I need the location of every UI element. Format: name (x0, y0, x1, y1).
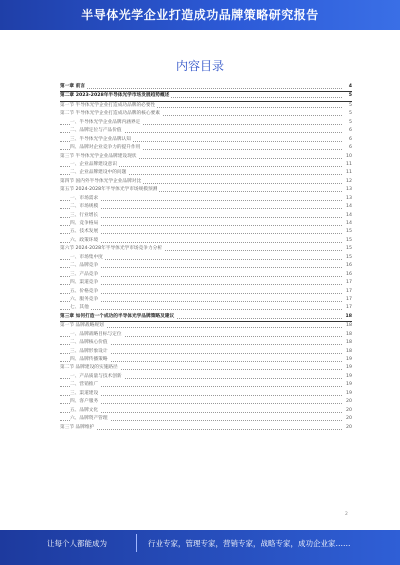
toc-entry-text: 二、营销推广 (70, 381, 100, 389)
toc-leader-dots (60, 217, 344, 218)
toc-entry-text: 一、品牌战略目标与定位 (70, 331, 124, 339)
toc-entry[interactable] (60, 271, 352, 279)
toc-entry-text: 第四节 国内外半导体光学企业品牌对比 (60, 178, 143, 186)
toc-entry-text: 第五节 2024-2028年半导体光学市场规模预测 (60, 186, 159, 194)
toc-entry[interactable] (60, 195, 352, 203)
toc-entry[interactable] (60, 110, 352, 118)
toc-entry[interactable] (60, 127, 352, 135)
toc-entry-page: 15 (343, 245, 352, 253)
toc-title: 内容目录 (175, 59, 224, 73)
toc-entry[interactable] (60, 415, 352, 423)
toc-entry-text: 第三章 如何打造一个成功的半导体光学品牌策略及建议 (60, 313, 176, 321)
toc-entry-page: 15 (343, 228, 352, 236)
toc-entry-text: 二、品牌竞争 (70, 262, 100, 270)
toc-entry-page: 14 (343, 220, 352, 228)
toc-entry-page: 17 (343, 279, 352, 287)
toc-leader-dots (60, 267, 344, 268)
toc-leader-dots (60, 233, 344, 234)
toc-leader-dots (60, 309, 344, 310)
toc-leader-dots (60, 429, 344, 430)
toc-entry[interactable] (60, 348, 352, 356)
toc-entry-text: 三、行业增长 (70, 212, 100, 220)
toc-entry-page: 20 (343, 398, 352, 406)
toc-leader-dots (60, 412, 344, 413)
toc-entry[interactable] (60, 169, 352, 177)
toc-entry[interactable] (60, 313, 352, 322)
toc-leader-dots (60, 395, 344, 396)
toc-entry-text: 六、服务竞争 (70, 296, 100, 304)
toc-entry[interactable] (60, 161, 352, 169)
toc-entry-page: 18 (343, 339, 352, 347)
toc-entry-text: 一、企业品牌建设意识 (70, 161, 119, 169)
toc-entry-page: 15 (343, 237, 352, 245)
toc-entry-page: 18 (343, 348, 352, 356)
toc-entry-text: 三、品牌形象设计 (70, 348, 110, 356)
toc-entry[interactable] (60, 262, 352, 270)
toc-leader-dots (60, 208, 344, 209)
toc-entry[interactable] (60, 144, 352, 152)
toc-entry[interactable] (60, 178, 352, 186)
toc-entry-text: 第三节 品牌维护 (60, 424, 96, 432)
page-number: 2 (345, 512, 348, 517)
toc-leader-dots (60, 276, 344, 277)
toc-entry-page: 19 (343, 373, 352, 381)
toc-entry-page: 17 (343, 288, 352, 296)
toc-entry-page: 16 (343, 262, 352, 270)
report-title: 半导体光学企业打造成功品牌策略研究报告 (81, 8, 319, 22)
toc-entry[interactable] (60, 279, 352, 287)
toc-entry-page: 6 (343, 144, 352, 152)
toc-entry-page: 19 (343, 356, 352, 364)
toc-entry-text: 二、企业品牌建设中的问题 (70, 169, 128, 177)
toc-entry-page: 13 (343, 195, 352, 203)
toc-entry-text: 三、半导体光学企业品牌认知 (70, 136, 133, 144)
toc-entry[interactable] (60, 390, 352, 398)
toc-entry[interactable] (60, 186, 352, 194)
toc-entry[interactable] (60, 220, 352, 228)
toc-entry[interactable] (60, 398, 352, 406)
toc-entry-text: 第一节 半导体光学企业打造成功品牌的必要性 (60, 102, 157, 110)
toc-entry-page: 20 (343, 424, 352, 432)
toc-entry-page: 4 (343, 83, 352, 91)
toc-entry-text: 二、品牌定位与产品价值 (70, 127, 124, 135)
toc-entry[interactable] (60, 153, 352, 161)
toc-entry-page: 6 (343, 127, 352, 135)
toc-entry[interactable] (60, 237, 352, 245)
toc-entry-page: 11 (343, 169, 352, 177)
toc-entry-page: 5 (343, 110, 352, 118)
toc-entry[interactable] (60, 407, 352, 415)
toc-entry[interactable] (60, 356, 352, 364)
toc-entry-text: 四、品牌对企业竞争力的提升作用 (70, 144, 142, 152)
toc-entry-text: 三、产品竞争 (70, 271, 100, 279)
toc-leader-dots (60, 200, 344, 201)
toc-entry-text: 四、客户服务 (70, 398, 100, 406)
toc-entry-page: 14 (343, 212, 352, 220)
toc-entry-text: 五、价格竞争 (70, 288, 100, 296)
toc-entry[interactable] (60, 424, 352, 432)
toc-entry-page: 17 (343, 296, 352, 304)
toc-entry-text: 六、品牌资产管理 (70, 415, 110, 423)
toc-entry-text: 第六节 2024-2028年半导体光学市场竞争力分析 (60, 245, 164, 253)
toc-entry-page: 14 (343, 203, 352, 211)
toc-entry-text: 一、产品质量与技术创新 (70, 373, 124, 381)
toc-entry[interactable] (60, 228, 352, 236)
toc-entry-page: 17 (343, 304, 352, 312)
toc-entry[interactable] (60, 339, 352, 347)
toc-entry-page: 19 (343, 381, 352, 389)
toc-entry[interactable] (60, 212, 352, 220)
toc-entry[interactable] (60, 322, 352, 330)
toc-entry-page: 16 (343, 271, 352, 279)
toc-entry-text: 第一章 前言 (60, 83, 87, 91)
toc-leader-dots (60, 88, 344, 89)
toc-leader-dots (60, 386, 344, 387)
toc-entry-page: 13 (343, 186, 352, 194)
toc-entry[interactable] (60, 296, 352, 304)
toc-entry[interactable] (60, 304, 352, 312)
toc-entry[interactable] (60, 381, 352, 389)
toc-entry-text: 二、品牌核心价值 (70, 339, 110, 347)
toc-entry-page: 10 (343, 153, 352, 161)
toc-entry[interactable] (60, 83, 352, 92)
toc-entry-text: 第三节 半导体光学企业品牌建设现状 (60, 153, 139, 161)
toc-entry-text: 二、市场规模 (70, 203, 100, 211)
toc-entry-text: 第二节 品牌建设的实施路径 (60, 364, 120, 372)
toc-entry-text: 一、市场需求 (70, 195, 100, 203)
toc-entry[interactable] (60, 288, 352, 296)
toc-entry-text: 四、渠道竞争 (70, 279, 100, 287)
toc-entry[interactable] (60, 119, 352, 127)
toc-entry-text: 五、品牌文化 (70, 407, 100, 415)
toc-entry-page: 11 (343, 161, 352, 169)
toc-entry-text: 三、渠道建设 (70, 390, 100, 398)
toc-entry-page: 20 (343, 415, 352, 423)
toc-leader-dots (60, 403, 344, 404)
toc-entry-text: 第二章 2023-2028年半导体光学市场发展趋势概述 (60, 92, 171, 100)
toc-entry-page: 18 (343, 313, 352, 321)
toc-entry[interactable] (60, 203, 352, 211)
toc-entry-text: 一、半导体光学企业品牌内涵界定 (70, 119, 142, 127)
toc-entry-page: 6 (343, 136, 352, 144)
toc-entry-text: 第一节 品牌战略规划 (60, 322, 106, 330)
toc-entry-text: 四、竞争格局 (70, 220, 100, 228)
toc-entry[interactable] (60, 136, 352, 144)
toc-leader-dots (60, 301, 344, 302)
toc-entry-page: 18 (343, 322, 352, 330)
toc-entry-page: 5 (343, 92, 352, 100)
toc-entry-text: 六、政策环境 (70, 237, 100, 245)
toc-entry[interactable] (60, 364, 352, 372)
toc-entry[interactable] (60, 254, 352, 262)
toc-entry-page: 18 (343, 331, 352, 339)
footer-divider (136, 534, 137, 552)
toc-entry-page: 15 (343, 254, 352, 262)
toc-entry[interactable] (60, 245, 352, 253)
table-of-contents (60, 83, 352, 432)
toc-leader-dots (60, 242, 344, 243)
toc-entry-text: 第二节 半导体光学企业打造成功品牌的核心要素 (60, 110, 162, 118)
toc-leader-dots (60, 225, 344, 226)
toc-entry-page: 19 (343, 364, 352, 372)
toc-entry-text: 七、其他 (70, 304, 91, 312)
toc-entry[interactable] (60, 102, 352, 110)
toc-leader-dots (60, 293, 344, 294)
toc-leader-dots (60, 284, 344, 285)
toc-entry-page: 20 (343, 407, 352, 415)
toc-entry-page: 19 (343, 390, 352, 398)
toc-entry-page: 5 (343, 102, 352, 110)
toc-entry-text: 五、技术发展 (70, 228, 100, 236)
toc-entry[interactable] (60, 331, 352, 339)
toc-entry[interactable] (60, 373, 352, 381)
toc-entry-page: 12 (343, 178, 352, 186)
toc-entry-text: 四、品牌传播策略 (70, 356, 110, 364)
toc-entry-text: 一、市场集中度 (70, 254, 105, 262)
footer-slogan-left: 让每个人都能成为 (47, 539, 107, 548)
toc-entry[interactable] (60, 92, 352, 101)
footer-slogan-right: 行业专家，管理专家，营销专家，战略专家，成功企业家…… (148, 539, 351, 548)
toc-entry-page: 5 (343, 119, 352, 127)
